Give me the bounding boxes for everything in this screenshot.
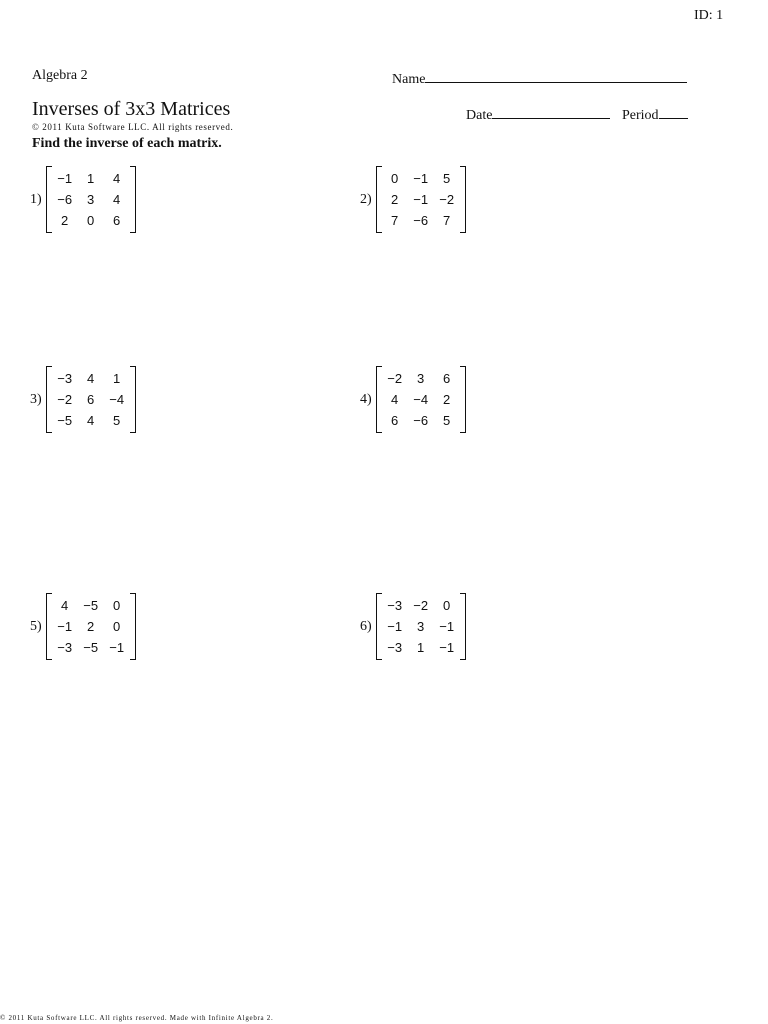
name-line — [425, 68, 687, 83]
matrix-cell: 4 — [87, 413, 95, 428]
matrix-cell: −2 — [413, 598, 429, 613]
matrix-cell: −3 — [387, 640, 403, 655]
matrix-cell: −6 — [57, 192, 73, 207]
matrix-cell: −1 — [413, 171, 429, 186]
matrix-cell: 4 — [391, 392, 399, 407]
problem-number: 3) — [30, 391, 42, 407]
matrix-cell: −4 — [413, 392, 429, 407]
matrix-row — [52, 189, 130, 210]
problem-1 — [30, 166, 136, 233]
matrix-cell: −2 — [439, 192, 455, 207]
matrix-cell: −1 — [439, 619, 455, 634]
matrix-row — [52, 410, 130, 431]
period-label: Period — [622, 108, 659, 123]
matrix-cell: −6 — [413, 413, 429, 428]
matrix-cell: −3 — [387, 598, 403, 613]
matrix-row — [382, 616, 460, 637]
matrix-cell: −5 — [57, 413, 73, 428]
matrix-cell: 2 — [61, 213, 69, 228]
matrix-cell: −5 — [83, 640, 99, 655]
matrix-cell: 5 — [443, 171, 451, 186]
problem-4 — [360, 366, 466, 433]
page-title: Inverses of 3x3 Matrices — [32, 98, 231, 120]
matrix-row — [52, 616, 130, 637]
matrix-row — [382, 637, 460, 658]
matrix — [376, 166, 466, 233]
period-line — [659, 104, 688, 119]
matrix-row — [52, 168, 130, 189]
matrix-cell: −5 — [83, 598, 99, 613]
matrix-row — [382, 389, 460, 410]
matrix-cell: 0 — [113, 619, 121, 634]
matrix-cell: 2 — [391, 192, 399, 207]
matrix — [46, 166, 136, 233]
page-footer: © 2011 Kuta Software LLC. All rights reserved. Made with Infinite Algebra 2. — [0, 1014, 274, 1022]
matrix — [46, 366, 136, 433]
problem-number: 5) — [30, 618, 42, 634]
problem-6 — [360, 593, 466, 660]
matrix-cell: 6 — [113, 213, 121, 228]
matrix-cell: −6 — [413, 213, 429, 228]
matrix-row — [52, 595, 130, 616]
problem-5 — [30, 593, 136, 660]
matrix-cell: 6 — [87, 392, 95, 407]
matrix-cell: −1 — [109, 640, 125, 655]
matrix-cell: 4 — [113, 171, 121, 186]
matrix — [376, 366, 466, 433]
matrix-cell: 3 — [87, 192, 95, 207]
matrix-cell: 7 — [391, 213, 399, 228]
matrix-cell: −1 — [57, 619, 73, 634]
copyright-notice: © 2011 Kuta Software LLC. All rights reserved. — [32, 122, 234, 132]
matrix-cell: 3 — [417, 619, 425, 634]
date-field — [466, 104, 610, 124]
matrix-cell: 6 — [391, 413, 399, 428]
matrix-cell: 1 — [87, 171, 95, 186]
matrix-cell: 2 — [87, 619, 95, 634]
matrix-cell: 1 — [113, 371, 121, 386]
matrix-cell: −3 — [57, 640, 73, 655]
matrix-cell: 2 — [443, 392, 451, 407]
matrix-cell: 3 — [417, 371, 425, 386]
matrix — [46, 593, 136, 660]
date-label: Date — [466, 108, 493, 123]
matrix-cell: 7 — [443, 213, 451, 228]
matrix-cell: −1 — [387, 619, 403, 634]
matrix-cell: −1 — [439, 640, 455, 655]
matrix-cell: 0 — [391, 171, 399, 186]
matrix-cell: 6 — [443, 371, 451, 386]
matrix-cell: 0 — [87, 213, 95, 228]
matrix-cell: −2 — [57, 392, 73, 407]
matrix-cell: 4 — [113, 192, 121, 207]
matrix-cell: −3 — [57, 371, 73, 386]
problem-3 — [30, 366, 136, 433]
name-field — [392, 68, 687, 88]
matrix-row — [382, 595, 460, 616]
matrix-cell: 4 — [87, 371, 95, 386]
matrix-cell: −2 — [387, 371, 403, 386]
matrix-row — [52, 637, 130, 658]
matrix-cell: 5 — [113, 413, 121, 428]
matrix-cell: −1 — [413, 192, 429, 207]
date-line — [492, 104, 610, 119]
period-field — [622, 104, 688, 124]
course-label: Algebra 2 — [32, 68, 88, 83]
instructions: Find the inverse of each matrix. — [32, 136, 222, 151]
matrix-cell: 0 — [443, 598, 451, 613]
matrix-cell: 5 — [443, 413, 451, 428]
problem-number: 6) — [360, 618, 372, 634]
matrix-cell: 4 — [61, 598, 69, 613]
worksheet-id: ID: 1 — [694, 8, 724, 23]
matrix-row — [52, 389, 130, 410]
problem-number: 4) — [360, 391, 372, 407]
matrix — [376, 593, 466, 660]
matrix-cell: 0 — [113, 598, 121, 613]
matrix-row — [382, 210, 460, 231]
matrix-cell: −1 — [57, 171, 73, 186]
matrix-cell: 1 — [417, 640, 425, 655]
matrix-row — [52, 368, 130, 389]
matrix-cell: −4 — [109, 392, 125, 407]
matrix-row — [52, 210, 130, 231]
matrix-row — [382, 168, 460, 189]
problem-2 — [360, 166, 466, 233]
name-label: Name — [392, 72, 426, 87]
matrix-row — [382, 368, 460, 389]
matrix-row — [382, 189, 460, 210]
problem-number: 2) — [360, 191, 372, 207]
matrix-row — [382, 410, 460, 431]
problem-number: 1) — [30, 191, 42, 207]
